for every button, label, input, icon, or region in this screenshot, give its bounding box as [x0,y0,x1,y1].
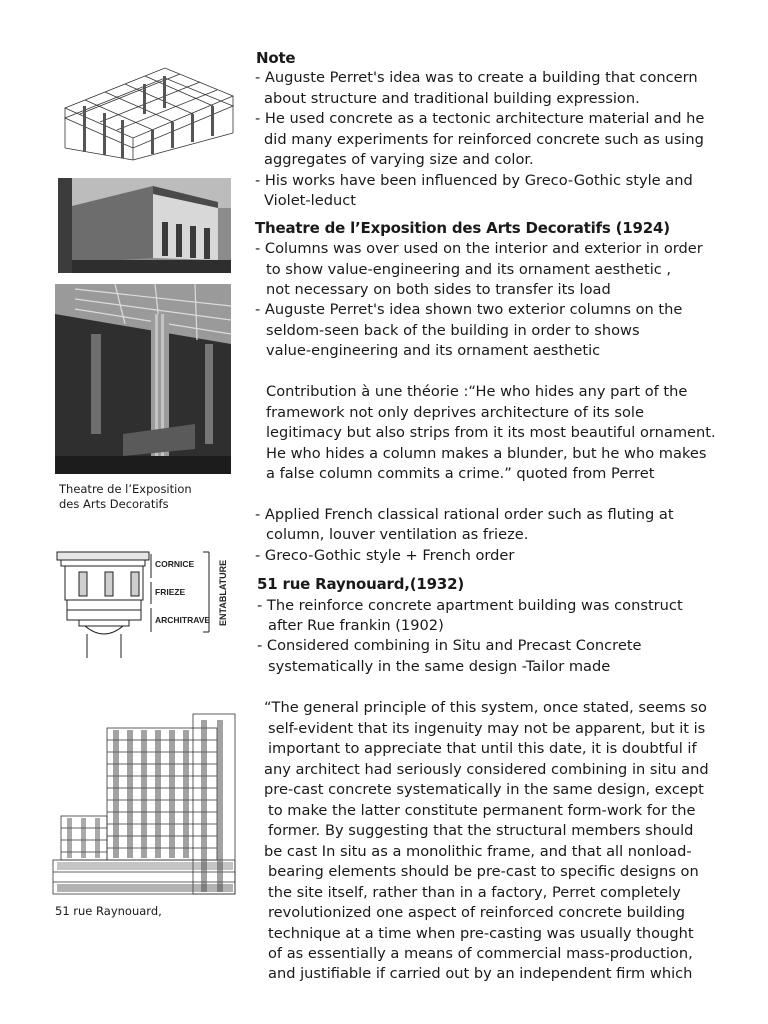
raynouard-line: after Rue frankin (1902) [268,617,444,634]
raynouard-line: - The reinforce concrete apartment building was construct [257,597,683,614]
raynouard-caption: 51 rue Raynouard, [55,904,162,918]
note-line: Violet-leduct [264,192,356,209]
theatre-line: value-engineering and its ornament aesthetic [266,342,601,359]
raynouard-quote-line: and justifiable if carried out by an independent firm which [268,965,693,982]
raynouard-quote-line: self-evident that its ingenuity may not be apparent, but it is [268,720,706,737]
perret-quote-line: Contribution à une théorie :“He who hides any part of the [266,383,688,400]
raynouard-quote-line: “The general principle of this system, once stated, seems so [264,699,707,716]
raynouard-quote-line: to make the latter constitute permanent form-work for the [268,802,696,819]
raynouard-quote-line: technique at a time when pre-casting was usually thought [268,925,694,942]
note-line: - Auguste Perret's idea was to create a building that concern [255,69,698,86]
entablature-diagram [55,546,245,660]
raynouard-quote-line: revolutionized one aspect of reinforced concrete building [268,904,686,921]
cornice-label: CORNICE [155,559,195,569]
frieze-label: FRIEZE [155,587,186,597]
raynouard-quote-line: the site itself, rather than in a factory, Perret completely [268,884,681,901]
note-line: aggregates of varying size and color. [264,151,534,168]
note-line: - He used concrete as a tectonic architecture material and he [255,110,705,127]
perret-quote-line: He who hides a column makes a blunder, but he who makes [266,445,707,462]
raynouard-quote-line: former. By suggesting that the structural members should [268,822,694,839]
raynouard-heading: 51 rue Raynouard,(1932) [257,575,465,593]
raynouard-quote-line: pre-cast concrete systematically in the same design, except [264,781,704,798]
theatre-line: seldom-seen back of the building in order to shows [266,322,640,339]
raynouard-line: - Considered combining in Situ and Precast Concrete [257,637,642,654]
theatre-line: - Auguste Perret's idea shown two exterior columns on the [255,301,683,318]
axonometric-frame-drawing [55,48,240,163]
theatre-interior-photo [55,284,231,474]
note-line: did many experiments for reinforced concrete such as using [264,131,704,148]
note-line: about structure and traditional building expression. [264,90,640,107]
perret-quote-line: a false column commits a crime.” quoted from Perret [266,465,655,482]
raynouard-quote-line: important to appreciate that until this date, it is doubtful if [268,740,697,757]
theatre-line: - Columns was over used on the interior and exterior in order [255,240,703,257]
theatre-line: to show value-engineering and its ornament aesthetic , [266,261,672,278]
entablature-label: ENTABLATURE [218,559,228,626]
raynouard-quote-line: any architect had seriously considered combining in situ and [264,761,709,778]
order-line: - Applied French classical rational order such as fluting at [255,506,674,523]
theatre-photo-caption: Theatre de l’Exposition des Arts Decoratifs [59,482,192,511]
raynouard-quote-line: be cast In situ as a monolithic frame, and that all nonload- [264,843,692,860]
raynouard-building-drawing [45,712,241,902]
theatre-heading: Theatre de l’Exposition des Arts Decoratifs (1924) [255,219,670,237]
raynouard-quote-line: of as essentially a means of commercial mass-production, [268,945,693,962]
raynouard-quote-line: bearing elements should be pre-cast to specific designs on [268,863,699,880]
order-line: - Greco-Gothic style + French order [255,547,515,564]
theatre-exterior-photo [58,178,231,273]
raynouard-line: systematically in the same design -Tailor made [268,658,611,675]
perret-quote-line: framework not only deprives architecture of its sole [266,404,644,421]
note-line: - His works have been influenced by Greco-Gothic style and [255,172,693,189]
note-heading: Note [256,49,296,67]
theatre-line: not necessary on both sides to transfer its load [266,281,611,298]
order-line: column, louver ventilation as frieze. [266,526,529,543]
perret-quote-line: legitimacy but also strips from it its most beautiful ornament. [266,424,716,441]
architrave-label: ARCHITRAVE [155,615,211,625]
